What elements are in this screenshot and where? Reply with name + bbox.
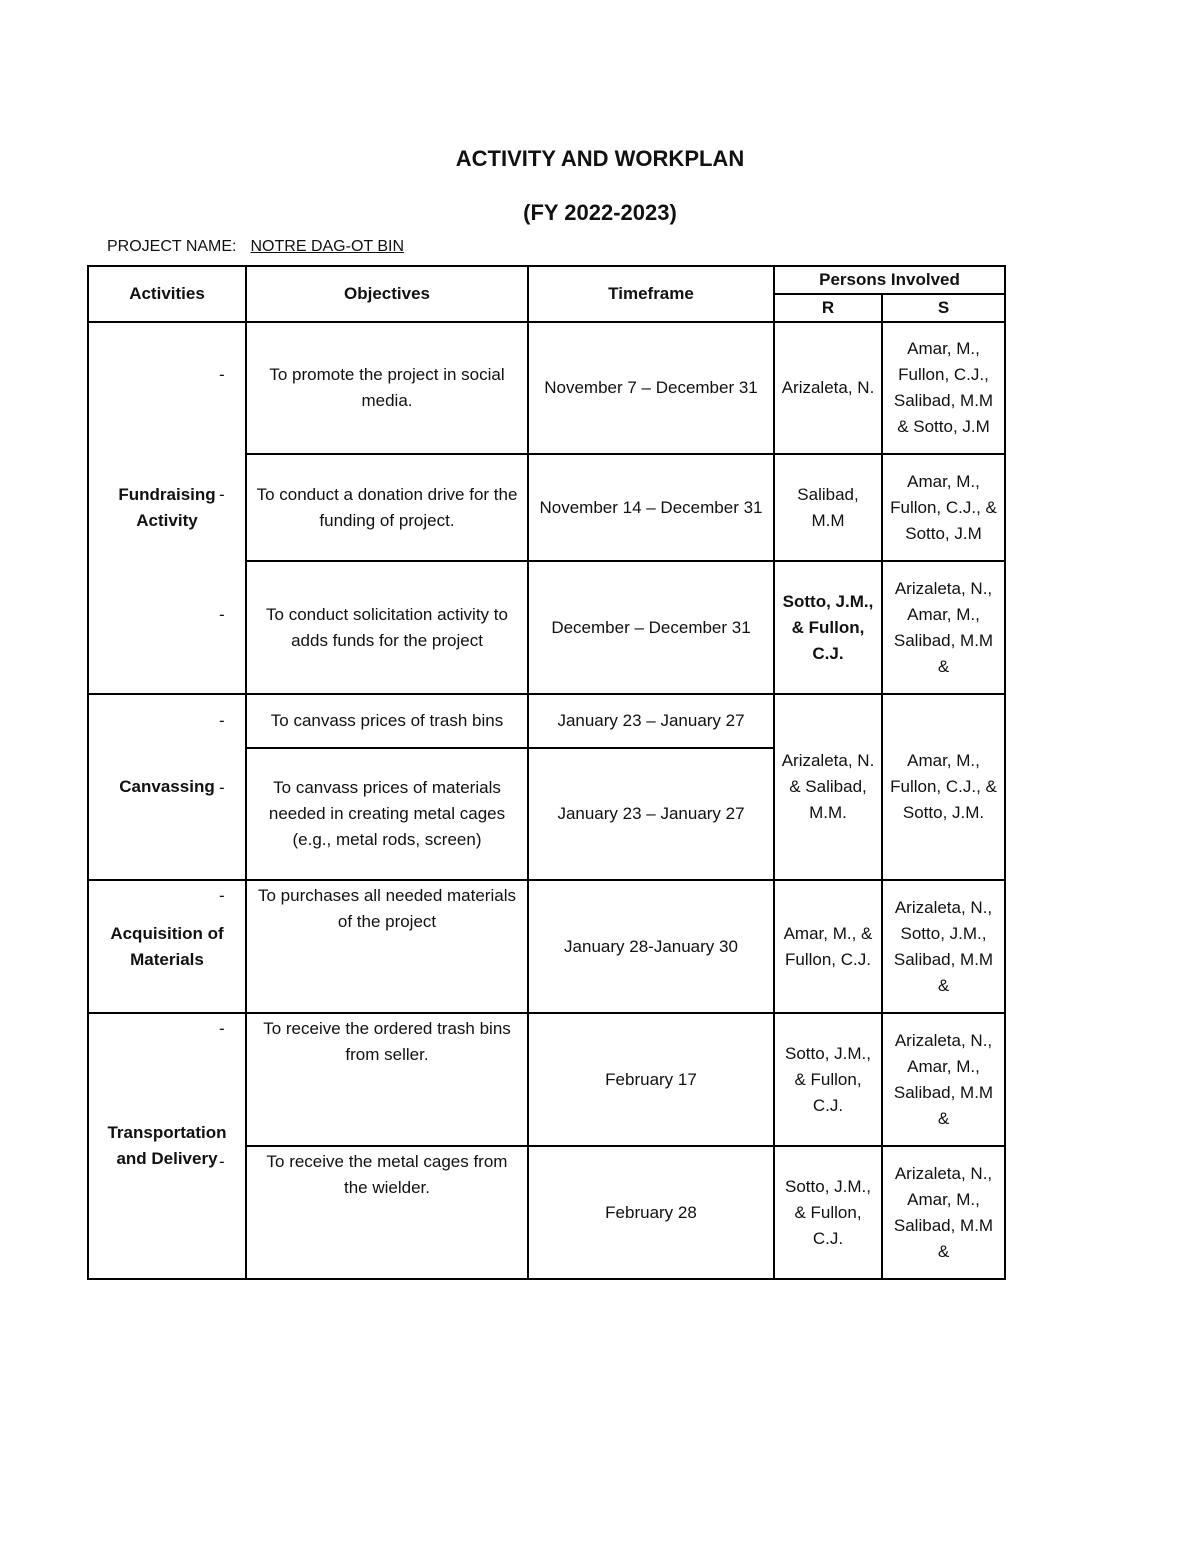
support-cell: Amar, M., Fullon, C.J., Salibad, M.M & Sotto, J.M — [882, 322, 1005, 454]
fiscal-year: (FY 2022-2023) — [523, 200, 677, 225]
objective-text: To conduct solicitation activity to adds funds for the project — [266, 604, 508, 650]
objective-cell — [219, 561, 528, 694]
objective-text: To canvass prices of trash bins — [270, 711, 504, 730]
bullet-dash: - — [219, 778, 225, 797]
timeframe-cell: November 14 – December 31 — [528, 454, 774, 561]
support-cell: Amar, M., Fullon, C.J., & Sotto, J.M — [882, 454, 1005, 561]
bullet-dash: - — [219, 604, 225, 624]
header-persons-involved: Persons Involved — [774, 266, 1005, 294]
objective-cell — [219, 454, 528, 561]
project-name: NOTRE DAG-OT BIN — [250, 238, 404, 255]
bullet-dash: - — [219, 886, 225, 905]
timeframe-cell: January 23 – January 27 — [528, 748, 774, 880]
objective-cell — [219, 748, 528, 880]
table-row — [88, 880, 1005, 1013]
workplan-table — [87, 265, 1006, 1280]
table-row — [88, 694, 1005, 748]
timeframe-cell: January 28-January 30 — [528, 880, 774, 1013]
header-timeframe: Timeframe — [528, 266, 774, 322]
project-line — [107, 238, 404, 256]
responsible-cell: Arizaleta, N. — [774, 322, 882, 454]
objective-text: To receive the metal cages from the wielder. — [266, 1152, 508, 1197]
header-s: S — [882, 294, 1005, 322]
table-row — [88, 322, 1005, 454]
objective-text: To receive the ordered trash bins from seller. — [263, 1019, 511, 1064]
timeframe-cell: January 23 – January 27 — [528, 694, 774, 748]
responsible-cell: Salibad, M.M — [774, 454, 882, 561]
bullet-dash: - — [219, 484, 225, 504]
objective-cell — [219, 1013, 528, 1146]
objective-text: To promote the project in social media. — [269, 365, 505, 410]
bullet-dash: - — [219, 711, 225, 730]
support-cell: Arizaleta, N., Sotto, J.M., Salibad, M.M & — [882, 880, 1005, 1013]
objective-cell — [219, 1146, 528, 1279]
objective-cell — [219, 322, 528, 454]
support-cell: Arizaleta, N., Amar, M., Salibad, M.M & — [882, 561, 1005, 694]
document-title: ACTIVITY AND WORKPLAN — [455, 146, 745, 171]
objective-cell — [219, 880, 528, 1013]
timeframe-cell: November 7 – December 31 — [528, 322, 774, 454]
table-row — [88, 1013, 1005, 1146]
header-r: R — [774, 294, 882, 322]
objective-text: To canvass prices of materials needed in creating metal cages (e.g., metal rods, screen) — [268, 778, 506, 849]
objective-text: To purchases all needed materials of the project — [258, 886, 516, 931]
responsible-cell: Arizaleta, N. & Salibad, M.M. — [774, 694, 882, 880]
header-activities: Activities — [88, 266, 246, 322]
responsible-cell: Amar, M., & Fullon, C.J. — [774, 880, 882, 1013]
responsible-cell: Sotto, J.M., & Fullon, C.J. — [774, 1013, 882, 1146]
project-label: PROJECT NAME: — [107, 238, 237, 255]
activity-cell: Fundraising Activity — [88, 322, 246, 694]
responsible-cell: Sotto, J.M., & Fullon, C.J. — [774, 561, 882, 694]
support-cell: Amar, M., Fullon, C.J., & Sotto, J.M. — [882, 694, 1005, 880]
support-cell: Arizaleta, N., Amar, M., Salibad, M.M & — [882, 1013, 1005, 1146]
header-objectives: Objectives — [246, 266, 528, 322]
bullet-dash: - — [219, 1019, 225, 1038]
activity-cell: Canvassing — [88, 694, 246, 880]
objective-cell — [219, 694, 528, 748]
timeframe-cell: February 17 — [528, 1013, 774, 1146]
activity-cell: Transportation and Delivery — [88, 1013, 246, 1279]
bullet-dash: - — [219, 1152, 225, 1171]
bullet-dash: - — [219, 365, 225, 384]
activity-cell: Acquisition of Materials — [88, 880, 246, 1013]
support-cell: Arizaleta, N., Amar, M., Salibad, M.M & — [882, 1146, 1005, 1279]
objective-text: To conduct a donation drive for the funding of project. — [256, 484, 518, 530]
timeframe-cell: December – December 31 — [528, 561, 774, 694]
responsible-cell: Sotto, J.M., & Fullon, C.J. — [774, 1146, 882, 1279]
timeframe-cell: February 28 — [528, 1146, 774, 1279]
